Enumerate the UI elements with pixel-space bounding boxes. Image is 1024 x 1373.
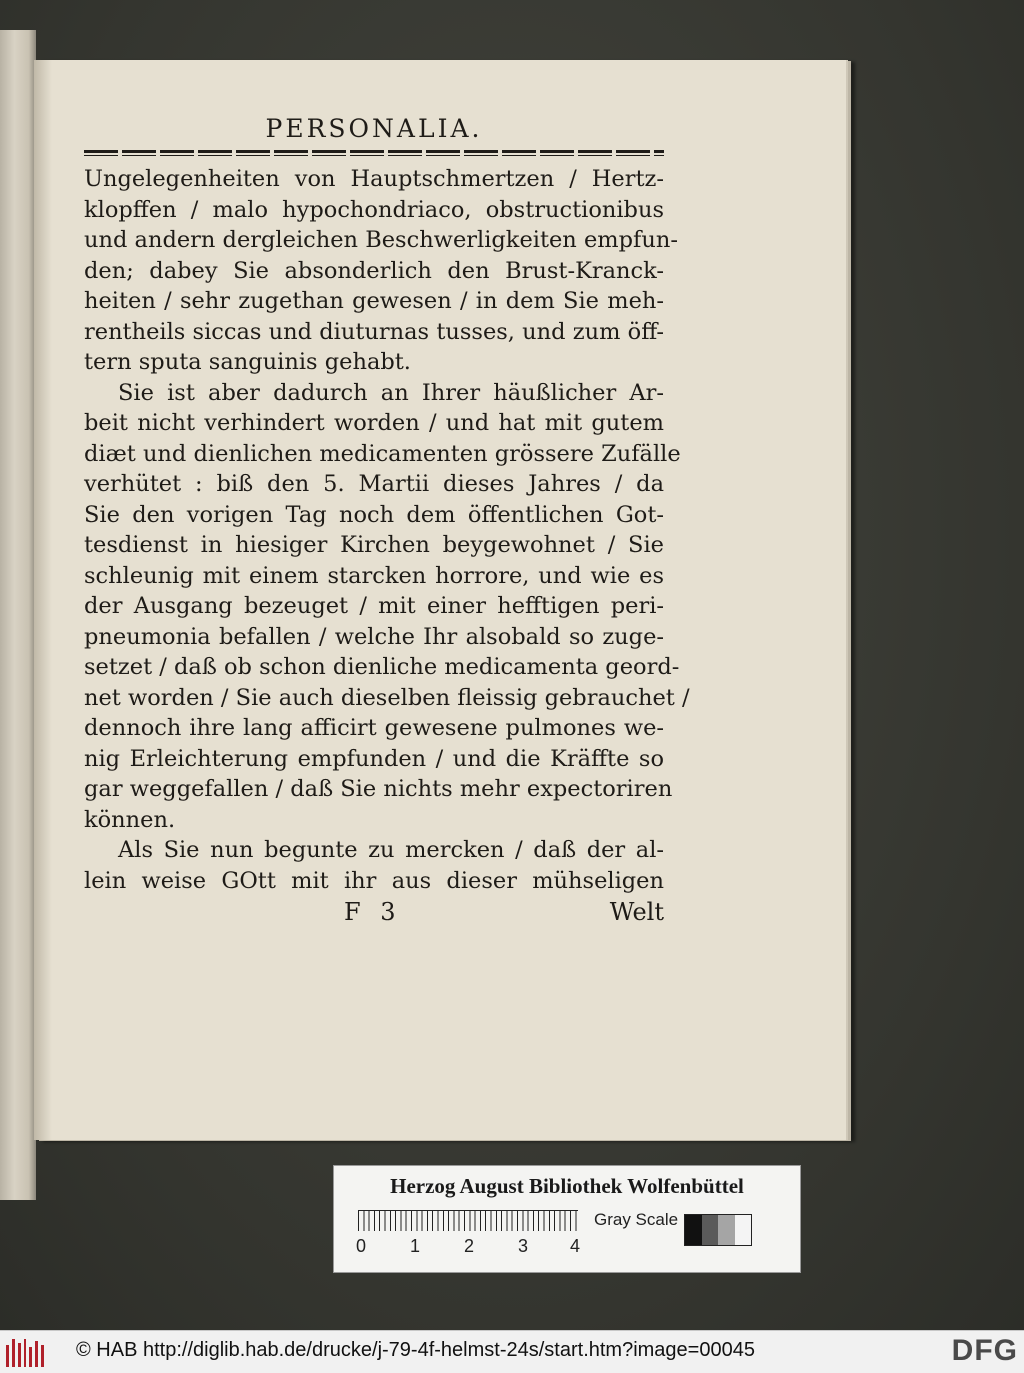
running-head: PERSONALIA. — [265, 114, 483, 143]
text-line: dennoch ihre lang afficirt gewesene pulmones we- — [84, 715, 664, 741]
text-line: Sie den vorigen Tag noch dem öffentlichen Got- — [84, 501, 664, 528]
gray-scale-label: Gray Scale — [594, 1210, 679, 1229]
dfg-logo: DFG — [951, 1334, 1018, 1367]
gray-scale-patches — [684, 1214, 752, 1246]
scale-number: 2 — [464, 1236, 475, 1256]
text-line: tesdienst in hiesiger Kirchen beygewohnet / Sie — [84, 532, 664, 558]
page-footer — [84, 898, 664, 930]
scale-number: 0 — [356, 1236, 367, 1256]
head-rule-thin — [84, 155, 664, 156]
scale-number: 3 — [518, 1236, 529, 1256]
facing-page-edge — [0, 30, 36, 1200]
text-line: heiten / sehr zugethan gewesen / in dem Sie meh- — [84, 288, 664, 314]
text-line: schleunig mit einem starcken horrore, und wie es — [84, 562, 664, 589]
gray-patch — [685, 1215, 702, 1245]
signature-mark: F 3 — [344, 898, 402, 926]
text-line: diæt und dienlichen medicamenten grössere Zufälle — [84, 440, 681, 467]
head-rule — [84, 150, 664, 153]
text-line: gar weggefallen / daß Sie nichts mehr expectoriren — [84, 776, 673, 802]
scale-ruler — [358, 1210, 578, 1231]
text-line: der Ausgang bezeuget / mit einer hefftigen peri- — [84, 593, 664, 619]
body-text — [84, 164, 690, 896]
text-line: klopffen / malo hypochondriaco, obstructionibus — [84, 196, 664, 223]
text-line: beit nicht verhindert worden / und hat mit gutem — [84, 410, 664, 436]
text-line: tern sputa sanguinis gehabt. — [84, 349, 411, 375]
gray-patch — [702, 1215, 719, 1245]
text-line: Ungelegenheiten von Hauptschmertzen / Hertz- — [84, 166, 664, 192]
copyright-url[interactable]: © HAB http://diglib.hab.de/drucke/j-79-4f-helmst-24s/start.htm?image=00045 — [76, 1339, 755, 1361]
text-line: pneumonia befallen / welche Ihr alsobald so zuge- — [84, 623, 664, 650]
card-title: Herzog August Bibliothek Wolfenbüttel — [390, 1174, 744, 1198]
text-line: setzet / daß ob schon dienliche medicamenta geord- — [84, 654, 680, 680]
color-calibration-card — [333, 1165, 801, 1273]
footer-bar — [0, 1330, 1024, 1373]
paragraph-start: Als Sie nun begunte zu mercken / daß der al- — [118, 837, 664, 863]
text-line: den; dabey Sie absonderlich den Brust-Kranck- — [84, 257, 664, 284]
scale-number: 1 — [410, 1236, 421, 1256]
hab-logo-icon — [6, 1337, 44, 1367]
text-line: und andern dergleichen Beschwerligkeiten empfun- — [84, 227, 678, 253]
book-page — [34, 60, 846, 1140]
page-text-block — [84, 110, 690, 930]
text-line: können. — [84, 806, 176, 833]
text-line: verhütet : biß den 5. Martii dieses Jahres / da — [84, 471, 664, 497]
text-line: rentheils siccas und diuturnas tusses, und zum öff- — [84, 318, 664, 345]
text-line: lein weise GOtt mit ihr aus dieser mühseligen — [84, 867, 664, 894]
catchword: Welt — [609, 898, 664, 926]
paragraph-start: Sie ist aber dadurch an Ihrer häußlicher Ar- — [118, 379, 664, 406]
text-line: net worden / Sie auch dieselben fleissig gebrauchet / — [84, 684, 690, 711]
text-line: nig Erleichterung empfunden / und die Kräffte so — [84, 745, 664, 772]
gray-patch — [718, 1215, 735, 1245]
gray-patch — [735, 1215, 752, 1245]
scale-number: 4 — [570, 1236, 581, 1256]
